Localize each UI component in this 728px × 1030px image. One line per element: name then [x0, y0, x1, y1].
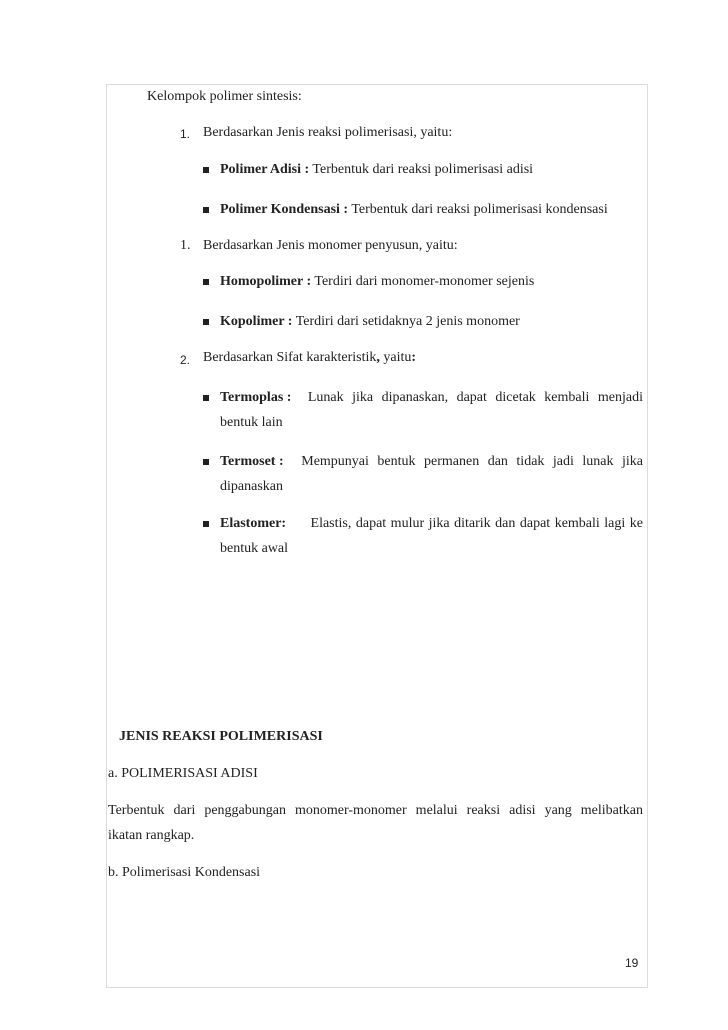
bullet-square-icon — [203, 207, 209, 213]
list-item — [220, 273, 534, 291]
section-title-text: Berdasarkan Sifat karakteristik — [203, 350, 377, 365]
item-term: Polimer Kondensasi : — [220, 202, 349, 217]
page-frame — [106, 84, 648, 988]
list-item — [220, 515, 643, 533]
section-title: Berdasarkan Jenis monomer penyusun, yaitu: — [203, 238, 458, 253]
list-item — [220, 389, 643, 407]
item-desc: Lunak jika dipanaskan, dapat dicetak kembali menjadi — [307, 390, 643, 405]
intro-text: Kelompok polimer sintesis: — [147, 89, 302, 104]
item-desc-cont: bentuk awal — [220, 541, 289, 556]
section-title-tail: yaitu — [379, 350, 412, 365]
section-title-colon: : — [411, 350, 417, 365]
section-number: 2. — [180, 353, 191, 367]
bullet-square-icon — [203, 521, 209, 527]
section-heading: JENIS REAKSI POLIMERISASI — [119, 729, 323, 744]
list-item — [220, 313, 520, 331]
item-desc: Terbentuk dari reaksi polimerisasi adisi — [309, 162, 534, 177]
section-number: 1. — [180, 127, 191, 141]
item-term: Polimer Adisi : — [220, 162, 310, 177]
section-title: Berdasarkan Jenis reaksi polimerisasi, yaitu: — [203, 125, 453, 140]
list-item — [220, 161, 533, 179]
list-item — [220, 201, 608, 219]
page-number: 19 — [625, 956, 639, 970]
bullet-square-icon — [203, 319, 209, 325]
item-term: Termoplas : — [220, 390, 292, 405]
subheading-b: b. Polimerisasi Kondensasi — [108, 865, 261, 880]
bullet-square-icon — [203, 459, 209, 465]
item-term: Kopolimer : — [220, 314, 293, 329]
list-item — [220, 453, 643, 471]
paragraph-line: ikatan rangkap. — [108, 828, 195, 843]
paragraph-line: Terbentuk dari penggabungan monomer-monomer melalui reaksi adisi yang melibatkan — [108, 803, 643, 818]
section-number: 1. — [180, 238, 191, 253]
section-title-comma: , — [376, 350, 380, 365]
item-term: Termoset : — [220, 454, 284, 469]
item-desc: Terdiri dari setidaknya 2 jenis monomer — [292, 314, 520, 329]
section-title — [203, 349, 416, 367]
bullet-square-icon — [203, 167, 209, 173]
item-desc: Terbentuk dari reaksi polimerisasi kondensasi — [348, 202, 608, 217]
item-desc-cont: bentuk lain — [220, 415, 283, 430]
item-desc: Mempunyai bentuk permanen dan tidak jadi lunak jika — [301, 454, 643, 469]
bullet-square-icon — [203, 279, 209, 285]
item-desc: Elastis, dapat mulur jika ditarik dan dapat kembali lagi ke — [310, 516, 643, 531]
item-term: Elastomer: — [220, 516, 287, 531]
item-term: Homopolimer : — [220, 274, 312, 289]
item-desc-cont: dipanaskan — [220, 479, 283, 494]
bullet-square-icon — [203, 395, 209, 401]
item-desc: Terdiri dari monomer-monomer sejenis — [311, 274, 535, 289]
subheading-a: a. POLIMERISASI ADISI — [108, 766, 258, 781]
